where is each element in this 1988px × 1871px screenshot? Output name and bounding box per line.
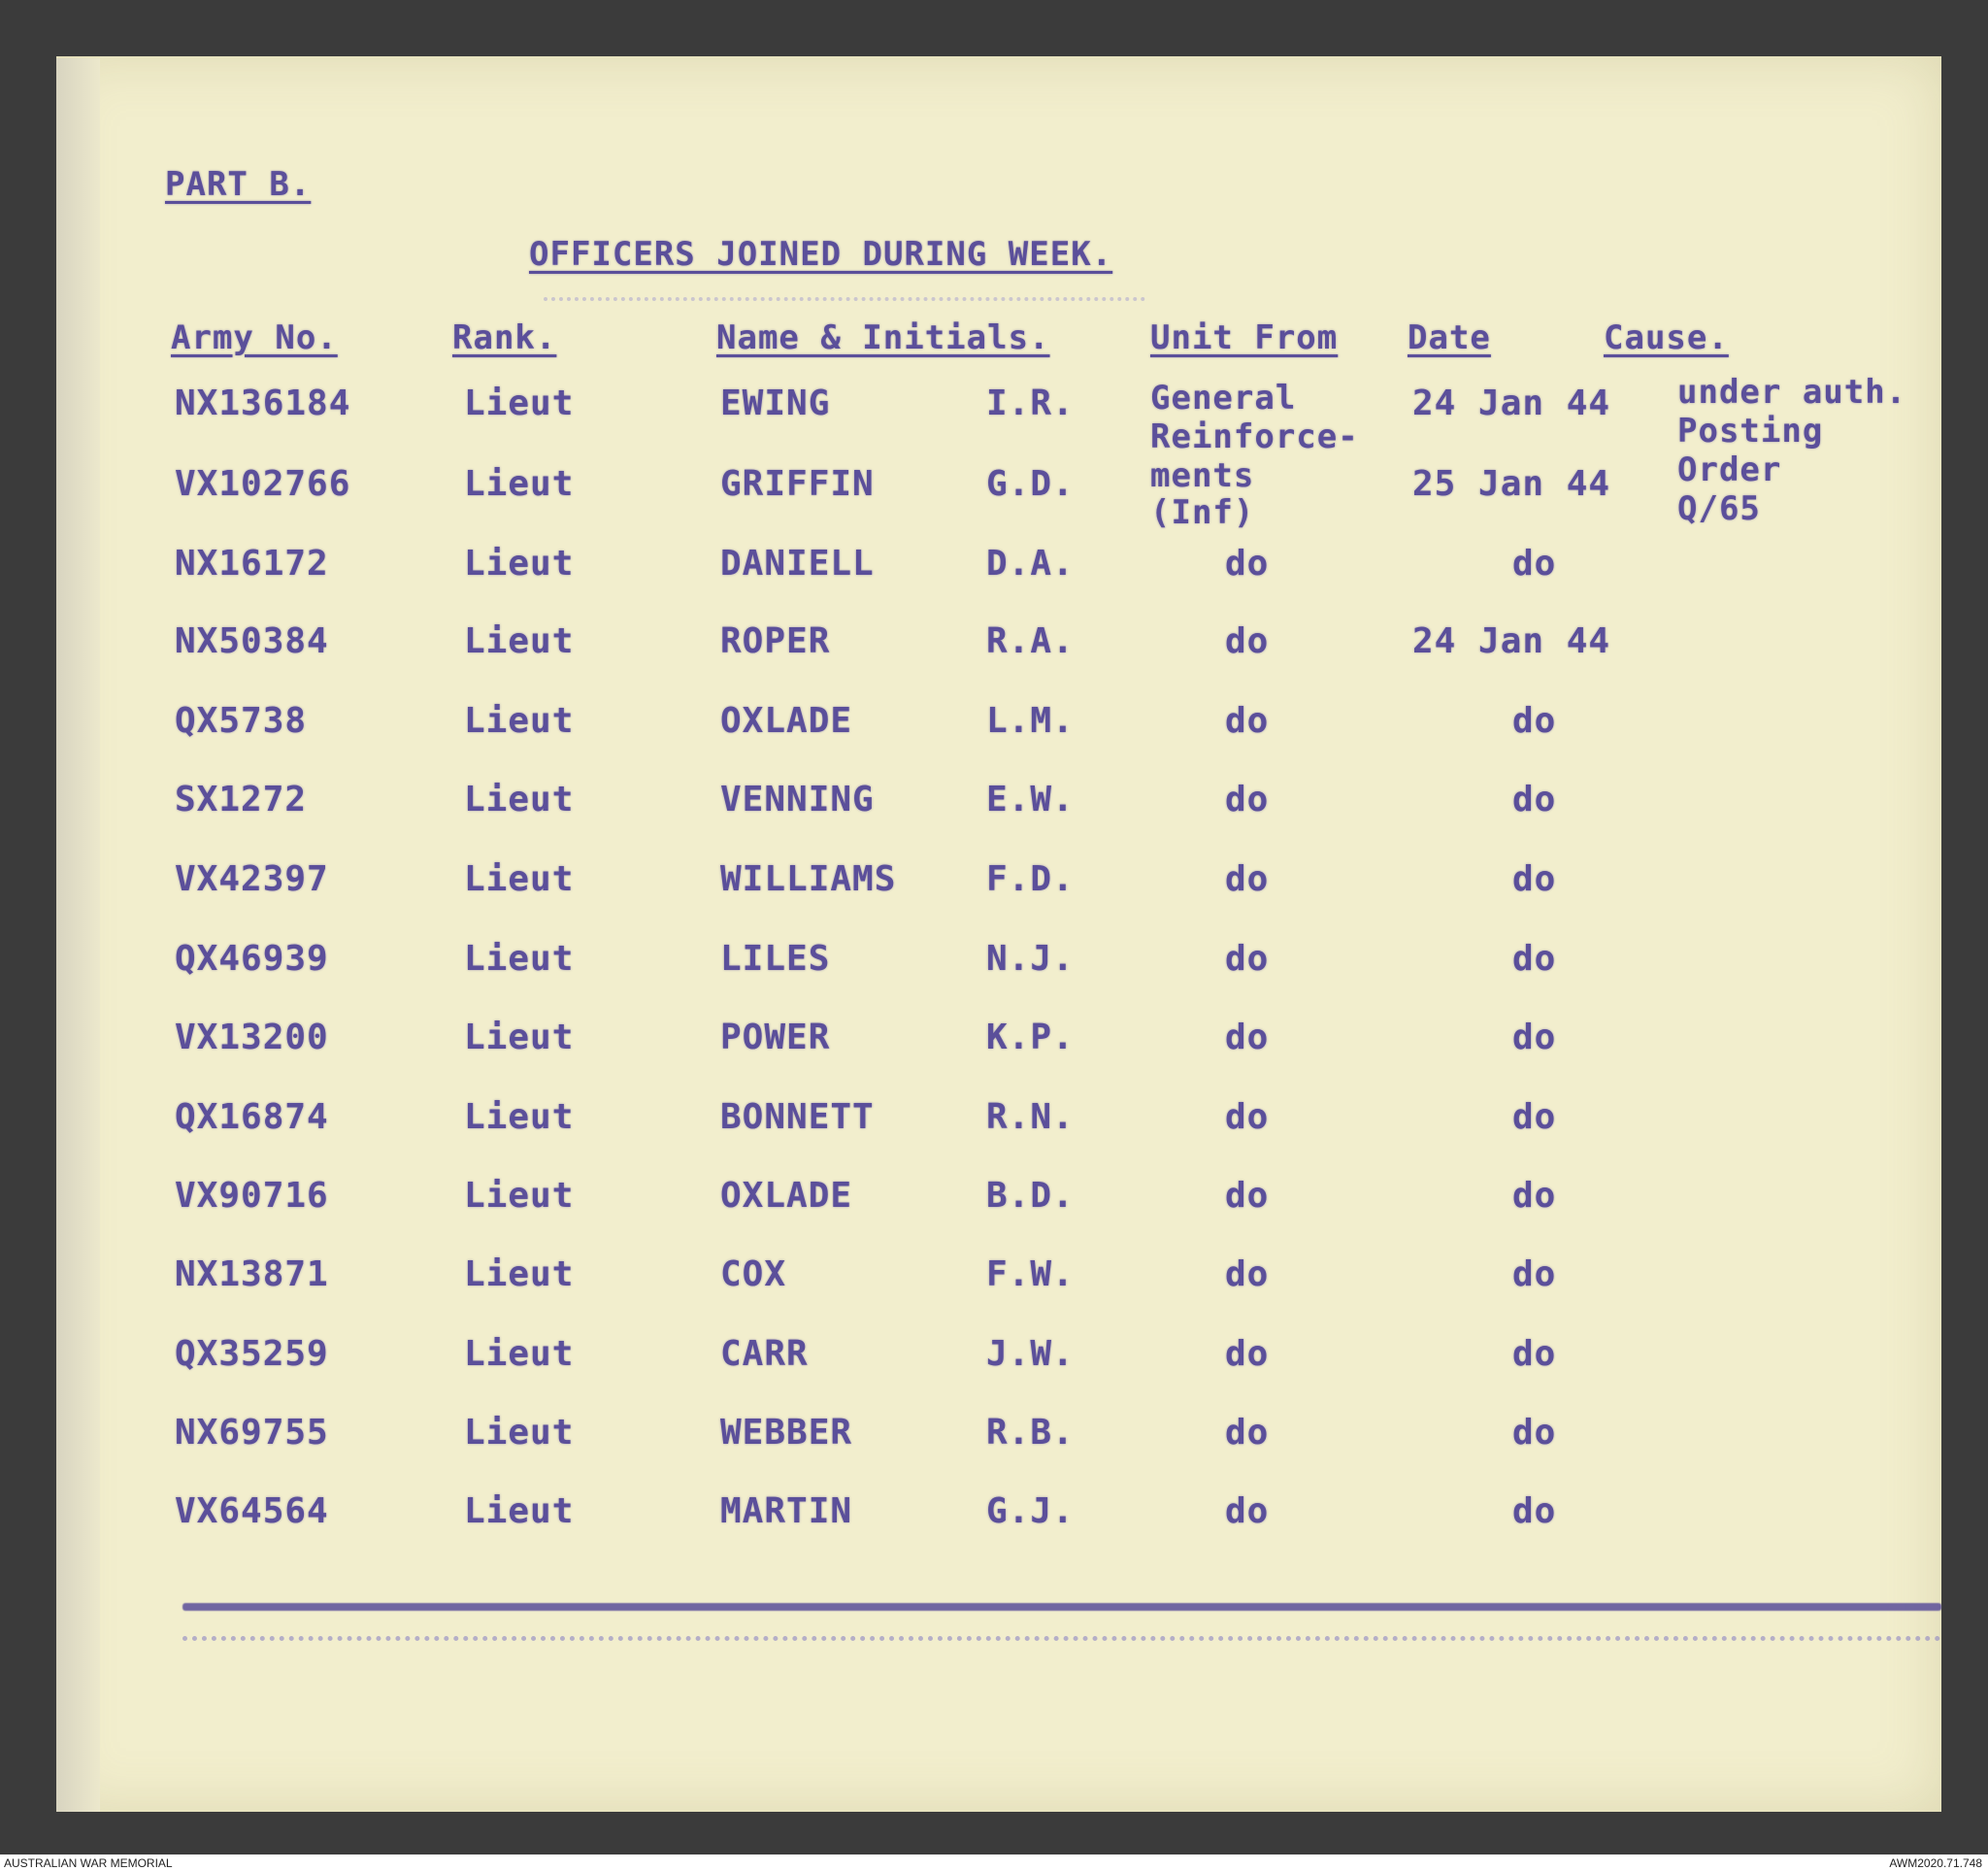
table-cell-date: do (1512, 1491, 1557, 1531)
table-cell-initials: D.A. (986, 544, 1075, 584)
table-cell-surname: EWING (720, 384, 831, 423)
table-cell-date: do (1512, 939, 1557, 979)
header-date: Date (1408, 318, 1491, 357)
table-cell-rank: Lieut (464, 464, 575, 504)
table-cell-army-number: VX102766 (175, 464, 351, 504)
table-cell-surname: WILLIAMS (720, 859, 897, 899)
table-cell-rank: Lieut (464, 384, 575, 423)
table-cell-initials: K.P. (986, 1018, 1075, 1057)
table-cell-surname: CARR (720, 1334, 809, 1374)
table-cell-surname: DANIELL (720, 544, 875, 584)
table-cell-initials: I.R. (986, 384, 1075, 423)
table-cell-rank: Lieut (464, 1097, 575, 1137)
table-cell-rank: Lieut (464, 544, 575, 584)
table-cell-unit-from: do (1225, 1018, 1270, 1057)
table-cell-date: do (1512, 1018, 1557, 1057)
table-cell-date: 24 Jan 44 (1412, 384, 1611, 423)
table-cell-surname: GRIFFIN (720, 464, 875, 504)
table-cell-date: 25 Jan 44 (1412, 464, 1611, 504)
table-cell-rank: Lieut (464, 701, 575, 741)
table-cell-rank: Lieut (464, 1334, 575, 1374)
unit-from-line: (Inf) (1150, 493, 1255, 532)
table-cell-army-number: NX16172 (175, 544, 329, 584)
table-cell-surname: OXLADE (720, 701, 853, 741)
footer-accession-number: AWM2020.71.748 (1889, 1856, 1982, 1870)
table-cell-date: 24 Jan 44 (1412, 621, 1611, 661)
table-cell-date: do (1512, 1176, 1557, 1216)
table-cell-unit-from: do (1225, 780, 1270, 819)
table-cell-rank: Lieut (464, 1176, 575, 1216)
table-cell-unit-from: do (1225, 859, 1270, 899)
table-cell-initials: R.N. (986, 1097, 1075, 1137)
document-title: OFFICERS JOINED DURING WEEK. (529, 235, 1113, 274)
table-cell-unit-from: do (1225, 939, 1270, 979)
table-cell-initials: R.A. (986, 621, 1075, 661)
header-unit-from: Unit From (1150, 318, 1339, 357)
table-cell-army-number: VX13200 (175, 1018, 329, 1057)
cause-line: Posting (1677, 412, 1824, 451)
table-cell-date: do (1512, 544, 1557, 584)
table-cell-rank: Lieut (464, 1413, 575, 1453)
table-cell-unit-from: do (1225, 1176, 1270, 1216)
table-cell-unit-from: do (1225, 1334, 1270, 1374)
table-cell-surname: POWER (720, 1018, 831, 1057)
table-cell-unit-from: do (1225, 1254, 1270, 1294)
part-label: PART B. (165, 165, 312, 204)
table-cell-army-number: VX64564 (175, 1491, 329, 1531)
closing-dotted-rule (182, 1636, 1941, 1641)
table-cell-initials: F.W. (986, 1254, 1075, 1294)
title-dotted-rule (544, 297, 1145, 301)
table-cell-date: do (1512, 1334, 1557, 1374)
table-cell-surname: OXLADE (720, 1176, 853, 1216)
table-cell-surname: COX (720, 1254, 787, 1294)
table-cell-unit-from: do (1225, 544, 1270, 584)
unit-from-line: General (1150, 379, 1297, 418)
table-cell-surname: WEBBER (720, 1413, 853, 1453)
table-cell-initials: E.W. (986, 780, 1075, 819)
footer-bar (0, 1854, 1988, 1871)
table-cell-unit-from: do (1225, 701, 1270, 741)
table-cell-initials: G.J. (986, 1491, 1075, 1531)
table-cell-unit-from: do (1225, 621, 1270, 661)
table-cell-initials: B.D. (986, 1176, 1075, 1216)
table-cell-initials: L.M. (986, 701, 1075, 741)
table-cell-initials: J.W. (986, 1334, 1075, 1374)
table-cell-date: do (1512, 859, 1557, 899)
table-cell-initials: R.B. (986, 1413, 1075, 1453)
table-cell-rank: Lieut (464, 1018, 575, 1057)
table-cell-initials: G.D. (986, 464, 1075, 504)
closing-rule (182, 1603, 1941, 1611)
table-cell-date: do (1512, 1097, 1557, 1137)
unit-from-line: ments (1150, 456, 1255, 495)
paper-left-edge (56, 58, 100, 1812)
table-cell-rank: Lieut (464, 859, 575, 899)
table-cell-date: do (1512, 701, 1557, 741)
table-cell-army-number: QX46939 (175, 939, 329, 979)
table-cell-date: do (1512, 1413, 1557, 1453)
table-cell-surname: VENNING (720, 780, 875, 819)
table-cell-army-number: VX42397 (175, 859, 329, 899)
header-cause: Cause. (1604, 318, 1729, 357)
table-cell-date: do (1512, 780, 1557, 819)
header-rank: Rank. (452, 318, 557, 357)
table-cell-surname: LILES (720, 939, 831, 979)
table-cell-surname: BONNETT (720, 1097, 875, 1137)
cause-line: Order (1677, 451, 1782, 489)
header-army-no: Army No. (171, 318, 338, 357)
table-cell-rank: Lieut (464, 939, 575, 979)
table-cell-rank: Lieut (464, 1491, 575, 1531)
table-cell-unit-from: do (1225, 1491, 1270, 1531)
cause-line: under auth. (1677, 373, 1907, 412)
table-cell-army-number: NX13871 (175, 1254, 329, 1294)
table-cell-army-number: QX35259 (175, 1334, 329, 1374)
table-cell-unit-from: do (1225, 1413, 1270, 1453)
table-cell-army-number: NX69755 (175, 1413, 329, 1453)
table-cell-initials: F.D. (986, 859, 1075, 899)
table-cell-initials: N.J. (986, 939, 1075, 979)
table-cell-rank: Lieut (464, 621, 575, 661)
unit-from-line: Reinforce- (1150, 418, 1359, 456)
table-cell-date: do (1512, 1254, 1557, 1294)
table-cell-surname: MARTIN (720, 1491, 853, 1531)
table-cell-surname: ROPER (720, 621, 831, 661)
table-cell-army-number: QX16874 (175, 1097, 329, 1137)
table-cell-army-number: SX1272 (175, 780, 308, 819)
table-cell-rank: Lieut (464, 1254, 575, 1294)
table-cell-rank: Lieut (464, 780, 575, 819)
header-name-initials: Name & Initials. (716, 318, 1050, 357)
table-cell-army-number: QX5738 (175, 701, 308, 741)
table-cell-army-number: NX50384 (175, 621, 329, 661)
footer-credit: AUSTRALIAN WAR MEMORIAL (4, 1856, 173, 1870)
table-cell-army-number: VX90716 (175, 1176, 329, 1216)
table-cell-army-number: NX136184 (175, 384, 351, 423)
table-cell-unit-from: do (1225, 1097, 1270, 1137)
cause-line: Q/65 (1677, 489, 1761, 528)
